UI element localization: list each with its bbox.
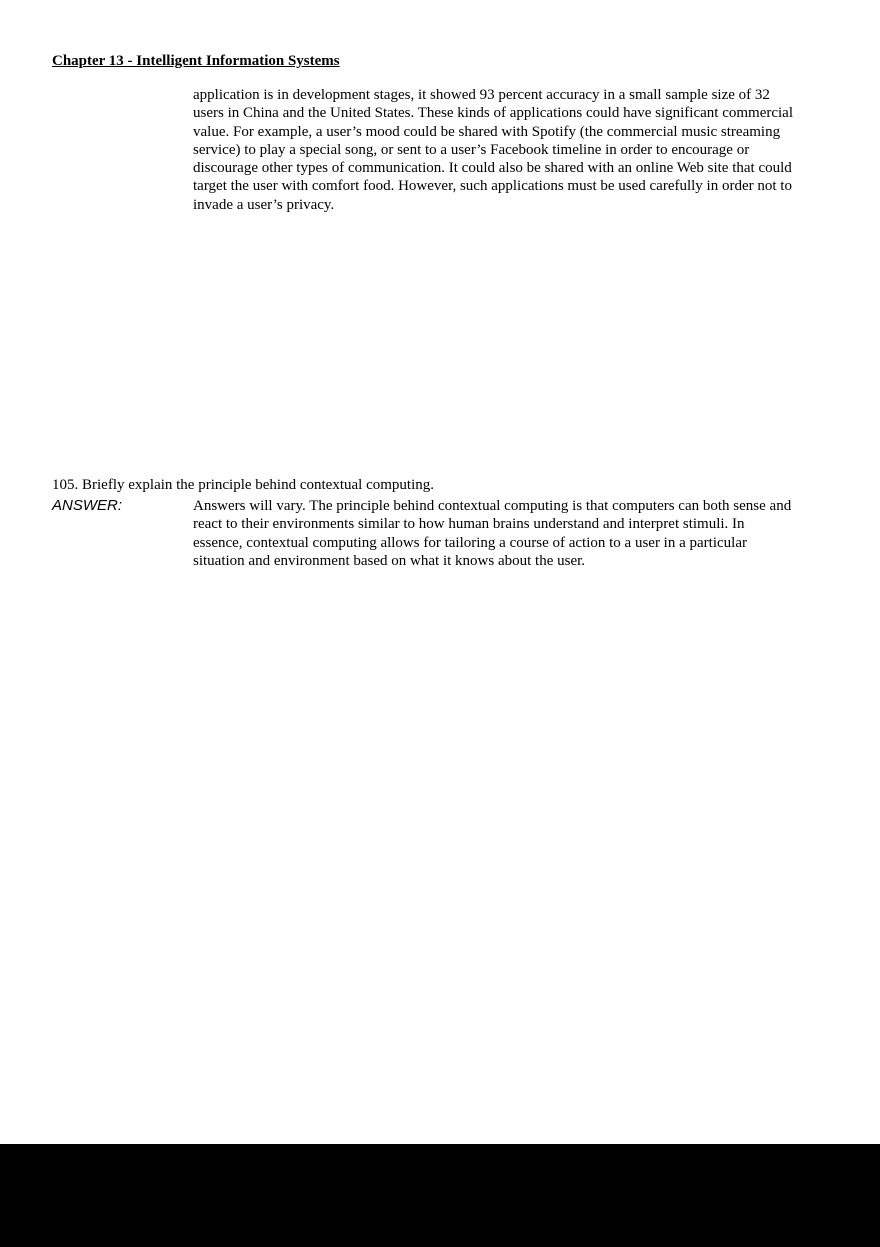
text-line: react to their environments similar to how human brains understand and interpret stimuli. In <box>193 516 745 533</box>
text-line: application is in development stages, it showed 93 percent accuracy in a small sample size of 32 <box>193 87 770 103</box>
text-line: service) to play a special song, or sent to a user’s Facebook timeline in order to encourage or <box>193 141 750 158</box>
text-line: users in China and the United States. These kinds of applications could have significant commercial <box>193 105 793 122</box>
text-line: value. For example, a user’s mood could be shared with Spotify (the commercial music streaming <box>193 123 781 140</box>
text-line: essence, contextual computing allows for tailoring a course of action to a user in a particular <box>193 534 747 551</box>
text-line: invade a user’s privacy. <box>193 196 335 213</box>
continued-answer-text <box>193 86 833 214</box>
answer-text <box>193 497 833 570</box>
text-line: situation and environment based on what it knows about the user. <box>193 552 586 569</box>
text-line: discourage other types of communication. It could also be shared with an online Web site that could <box>193 160 792 177</box>
answer-label: ANSWER: <box>52 497 123 514</box>
bottom-black-bar <box>0 1144 880 1247</box>
chapter-title: Chapter 13 - Intelligent Information Systems <box>52 53 340 69</box>
text-line: target the user with comfort food. However, such applications must be used carefully in order not to <box>193 178 792 195</box>
text-line: Answers will vary. The principle behind contextual computing is that computers can both sense and <box>193 498 792 514</box>
question-105: 105. Briefly explain the principle behind contextual computing. <box>52 477 434 493</box>
